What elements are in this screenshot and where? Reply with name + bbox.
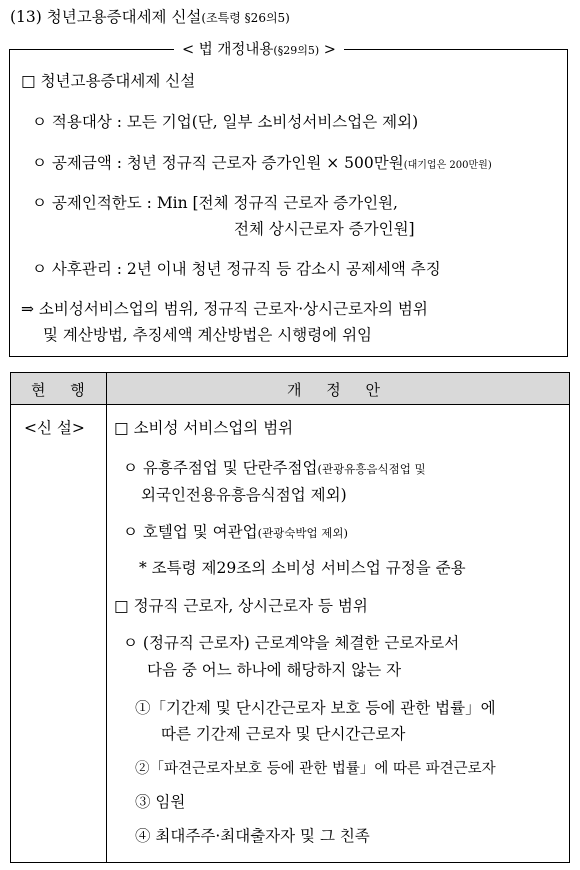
bullet-bars-note-cont: 외국인전용유흥음식점업 제외) bbox=[141, 486, 347, 504]
item-1: ①「기간제 및 단시간근로자 보호 등에 관한 법률」에 bbox=[135, 699, 496, 717]
bullet-hotels-text: ㅇ 호텔업 및 여관업 bbox=[123, 523, 258, 541]
bullet-bars-text: ㅇ 유흥주점업 및 단란주점업 bbox=[123, 459, 318, 477]
box-title-text: < 법 개정내용 bbox=[182, 42, 274, 58]
comparison-table bbox=[10, 372, 570, 863]
header-revised: 개 정 안 bbox=[287, 381, 391, 399]
arrow-line-1: ⇒ 소비성서비스업의 범위, 정규직 근로자·상시근로자의 범위 bbox=[21, 300, 428, 318]
table-header bbox=[11, 373, 569, 405]
bullet-bars-note: (관광유흥음식점업 및 bbox=[317, 462, 426, 476]
bullet-regular-worker: ㅇ (정규직 근로자) 근로계약을 체결한 근로자로서 bbox=[123, 634, 460, 652]
header-current: 현 행 bbox=[31, 381, 95, 399]
item-2: ②「파견근로자보호 등에 관한 법률」에 따른 파견근로자 bbox=[135, 761, 496, 777]
bullet-scope: ㅇ 적용대상 : 모든 기업(단, 일부 소비성서비스업은 제외) bbox=[32, 113, 419, 131]
section-heading bbox=[10, 5, 290, 27]
box-title-ref: (§29의5) bbox=[273, 44, 320, 57]
heading-main: (13) 청년고용증대세제 신설 bbox=[10, 8, 202, 26]
section-consumer-services: □ 소비성 서비스업의 범위 bbox=[114, 419, 294, 437]
bullet-post-management: ㅇ 사후관리 : 2년 이내 청년 정규직 등 감소시 공제세액 추징 bbox=[32, 260, 441, 278]
bullet-regular-worker-cont: 다음 중 어느 하나에 해당하지 않는 자 bbox=[147, 661, 402, 679]
bullet-entertainment-bars bbox=[123, 456, 426, 478]
bullet-amount bbox=[32, 151, 492, 173]
heading-ref: (조특령 §26의5) bbox=[201, 11, 290, 25]
section-worker-scope: □ 정규직 근로자, 상시근로자 등 범위 bbox=[114, 597, 368, 615]
item-3: ③ 임원 bbox=[135, 793, 186, 811]
footnote-reference: * 조특령 제29조의 소비성 서비스업 규정을 준용 bbox=[139, 559, 466, 577]
box-title-end: > bbox=[319, 42, 336, 58]
bullet-hotels bbox=[123, 520, 348, 542]
bullet-limit-cont: 전체 상시근로자 증가인원] bbox=[234, 220, 415, 238]
box-item-main: □ 청년고용증대세제 신설 bbox=[21, 72, 196, 90]
current-cell: <신 설> bbox=[24, 419, 85, 437]
bullet-limit: ㅇ 공제인적한도 : Min [전체 정규직 근로자 증가인원, bbox=[32, 194, 398, 212]
box-title bbox=[174, 38, 344, 59]
bullet-amount-note: (대기업은 200만원) bbox=[403, 160, 492, 171]
arrow-line-2: 및 계산방법, 추징세액 계산방법은 시행령에 위임 bbox=[43, 326, 373, 344]
item-1-cont: 따른 기간제 근로자 및 단시간근로자 bbox=[161, 725, 406, 743]
law-amendment-box bbox=[9, 42, 568, 357]
bullet-hotels-note: (관광숙박업 제외) bbox=[257, 526, 348, 540]
column-divider bbox=[106, 373, 107, 862]
bullet-amount-text: ㅇ 공제금액 : 청년 정규직 근로자 증가인원 × 500만원 bbox=[32, 154, 404, 172]
item-4: ④ 최대주주·최대출자자 및 그 친족 bbox=[135, 827, 370, 845]
